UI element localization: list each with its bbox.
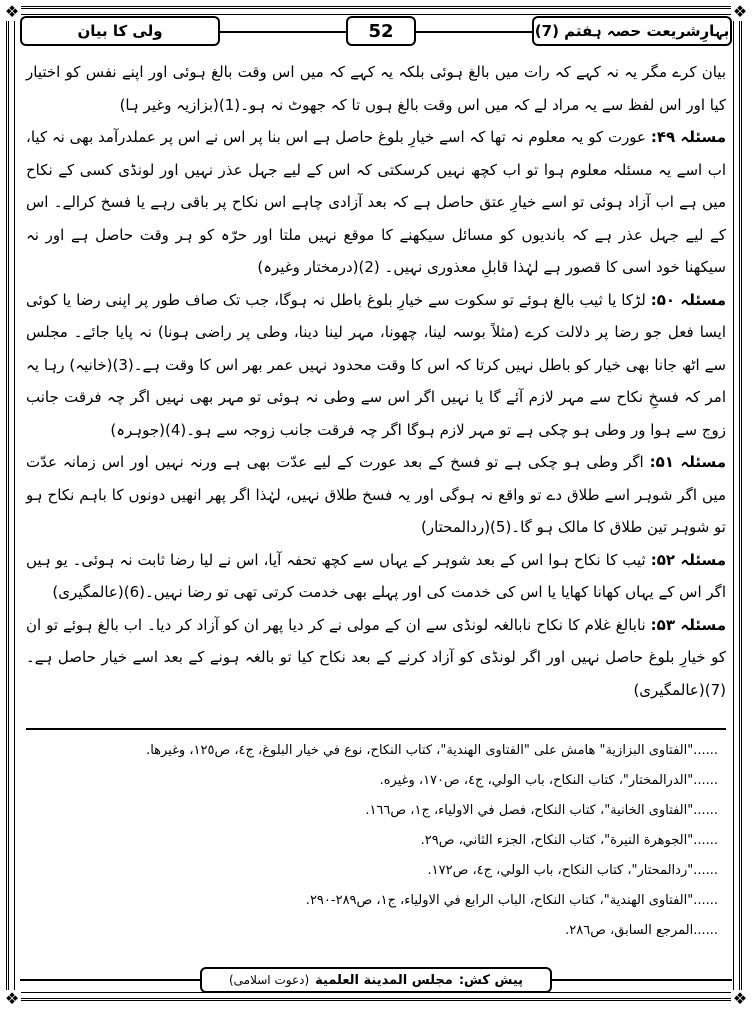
corner-ornament: ❖ [732, 2, 748, 21]
paragraph-text: عورت کو یہ معلوم نہ تھا کہ اسے خیارِ بلوغ حاصل ہے اس بنا پر اس نے اس پر عملدرآمد بھی نہ کیا، اب اسے یہ مسئلہ معلوم ہوا تو اب کچھ نہیں کرسکتی کہ اس کے لیے جہل عذر نہیں اور لونڈی کسی کے نکاح میں ہے اب آزاد ہوئی تو اسے خیارِ عتق حاصل ہے کہ بعد آزادی چاہے اس نکاح پر باقی رہے یا فسخ کرالے۔ اس کے لیے جہل عذر ہے کہ باندیوں کو مسائل سیکھنے کا موقع نہیں ملتا اور حرّہ کو ہر وقت حاصل ہے اور نہ سیکھنا خود اسی کا قصور ہے لہٰذا قابلِ معذوری نہیں۔ (2)(درمختار وغیرہ) [26, 128, 726, 276]
footer-divider [552, 979, 732, 981]
corner-ornament: ❖ [4, 989, 20, 1008]
footer-prefix: پیش کش: [458, 972, 524, 988]
page-header [20, 16, 732, 50]
page-footer [200, 967, 552, 993]
paragraph-text: نابالغ غلام کا نکاح نابالغہ لونڈی سے ان کے مولی نے کر دیا پھر ان کو آزاد کر دیا۔ اب بالغ ہوئے تو ان کو خیارِ بلوغ حاصل نہیں اور اگر لونڈی کو آزاد کرنے کے بعد نکاح کیا تو بالغہ ہونے کے بعد اسے خیار حاصل ہے۔(7)(عالمگیری) [26, 615, 726, 699]
footnote: ......"الجوهرة النیرة"، کتاب النکاح، الجزء الثاني، ص٢٩. [420, 833, 718, 848]
footnote: ......"الفتاوی البزازیة" هامش علی "الفتاوی الهندیة"، کتاب النکاح، نوع في خیار البلوغ، ج٤، ص١٢٥، وغیرها. [146, 743, 718, 758]
corner-ornament: ❖ [4, 2, 20, 21]
paragraph [26, 446, 726, 544]
footnote: ......"الفتاوی الهندیة"، کتاب النکاح، الباب الرابع في الاولیاء، ج١، ص٢٨٩-٢٩٠. [305, 893, 718, 908]
footer-divider [20, 979, 200, 981]
footnote: ......"الفتاوی الخانیة"، کتاب النکاح، فصل في الاولیاء، ج١، ص١٦٦. [365, 803, 718, 818]
footnotes [26, 736, 726, 946]
paragraph-text: اگر وطی ہو چکی ہے تو فسخ کے بعد عورت کے لیے عدّت بھی ہے ورنہ نہیں اور اس زمانہ عدّت میں اگر شوہر اسے طلاق دے تو واقع نہ ہوگی اور یہ فسخ طلاق نہیں، لہٰذا اگر پھر انھیں دونوں کا باہم نکاح ہو تو شوہر تین طلاق کا مالک ہو گا۔(5)(ردالمحتار) [26, 453, 726, 536]
header-divider [416, 31, 532, 33]
chapter-title: ولی کا بیان [20, 16, 220, 46]
masala-label: مسئلہ ۵۲: [650, 550, 726, 569]
book-part-title: بہارِشریعت حصہ ہفتم (7) [532, 16, 732, 46]
masala-label: مسئلہ ۴۹: [650, 128, 726, 146]
paragraph [26, 544, 726, 609]
footnote: ......"الدرالمختار"، کتاب النکاح، باب الولي، ج٤، ص١٧٠، وغیره. [379, 773, 718, 788]
footnote: ......"ردالمحتار"، کتاب النکاح، باب الولي، ج٤، ص١٧٢. [427, 863, 718, 878]
organization-name: (دعوت اسلامی) [228, 973, 310, 987]
paragraph [26, 609, 726, 707]
paragraph [26, 56, 726, 121]
corner-ornament: ❖ [732, 989, 748, 1008]
page-body [26, 56, 726, 706]
masala-label: مسئلہ ۵۱: [649, 453, 726, 471]
footnote: ......المرجع السابق، ص٢٨٦. [565, 923, 718, 938]
paragraph-text: بیان کرے مگر یہ نہ کہے کہ رات میں بالغ ہوئی بلکہ یہ کہے کہ میں اس وقت بالغ ہوئی اور اپنے نفس کو اختیار کیا اور اس لفظ سے یہ مراد لے کہ میں اس وقت بالغ ہوں تا کہ جھوٹ نہ ہو۔(1)(بزازیہ وغیر ہا) [26, 63, 726, 114]
paragraph [26, 284, 726, 447]
paragraph-text: لڑکا یا ثیب بالغ ہوئے تو سکوت سے خیارِ بلوغ باطل نہ ہوگا، جب تک صاف طور پر اپنی رضا یا کوئی ایسا فعل جو رضا پر دلالت کرے (مثلاً بوسہ لینا، چھونا، مہر لینا دینا، وطی پر راضی ہونا) نہ پایا جائے۔ مجلس سے اٹھ جانا بھی خیار کو باطل نہیں کرتا کہ اس کا وقت محدود نہیں عمر بھر اس کا وقت ہے۔(3)(خانیہ) رہا یہ امر کہ فسخِ نکاح سے مہر لازم آئے گا یا نہیں اگر اس سے وطی نہ ہوئی تو مہر بھی نہیں اگر چہ فرقت جانب زوج سے ہوا ور وطی ہو چکی ہے تو مہر لازم ہوگا اگر چہ فرقت جانب زوجہ سے ہو۔(4)(جوہرہ) [26, 290, 726, 439]
footnote-separator [26, 728, 726, 730]
header-divider [220, 31, 346, 33]
paragraph [26, 121, 726, 284]
paragraph-text: ثیب کا نکاح ہوا اس کے بعد شوہر کے یہاں سے کچھ تحفہ آیا، اس نے لیا رضا ثابت نہ ہوئی۔ یو ہیں اگر اس کے یہاں کھانا کھایا یا اس کی خدمت کی اور پہلے بھی خدمت کرتی تھی تو رضا نہیں۔(6)(عالمگیری) [26, 550, 726, 601]
publisher-name: مجلس المدينة العلمية [315, 972, 453, 988]
masala-label: مسئلہ ۵۳: [650, 615, 726, 634]
masala-label: مسئلہ ۵۰: [650, 290, 727, 309]
page-number: 52 [346, 16, 416, 46]
